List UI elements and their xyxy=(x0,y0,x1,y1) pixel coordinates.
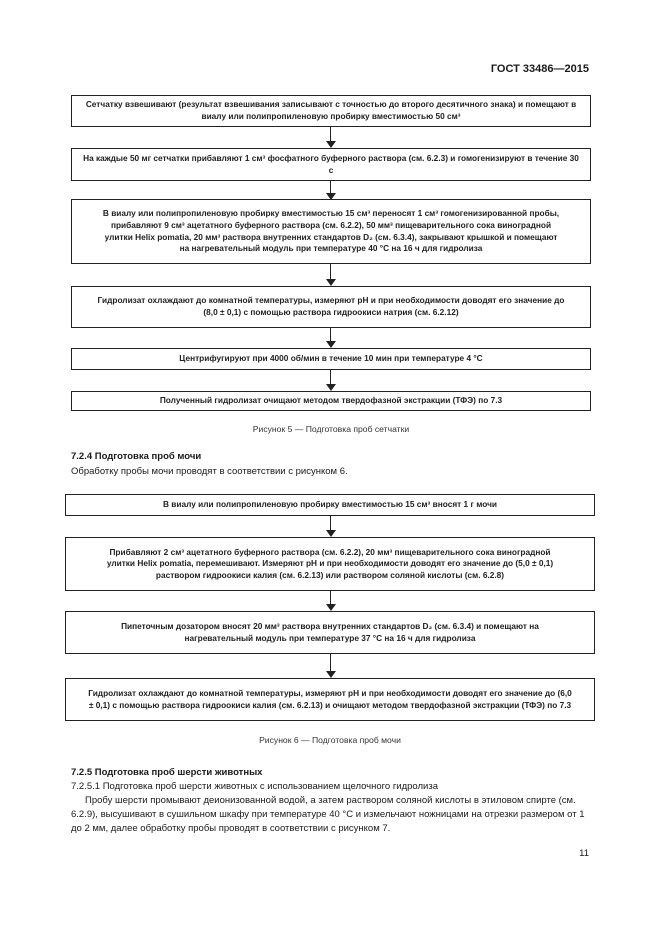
section-7-2-5-1-text: 7.2.5.1 Подготовка проб шерсти животных с использованием щелочного гидролиза xyxy=(71,781,438,792)
fig5-arrow-4 xyxy=(325,328,337,348)
fig5-step-1: Сетчатку взвешивают (результат взвешивания записывают с точностью до второго десятичного знака) и помещают в виалу или полипропиленовую пробирку вместимостью 50 см³ xyxy=(71,95,591,127)
fig6-step-1: В виалу или полипропиленовую пробирку вместимостью 15 см³ вносят 1 г мочи xyxy=(65,494,595,516)
section-7-2-4-heading: 7.2.4 Подготовка проб мочи xyxy=(71,451,202,462)
fig6-step-3: Пипеточным дозатором вносят 20 мм³ раствора внутренних стандартов D₂ (см. 6.3.4) и помещают на нагревательный модуль при температуре 37 °С на 16 ч для гидролиза xyxy=(65,611,595,654)
fig5-step-6: Полученный гидролизат очищают методом твердофазной экстракции (ТФЭ) по 7.3 xyxy=(71,391,591,411)
fig6-arrow-3 xyxy=(325,654,337,678)
fig5-arrow-2 xyxy=(325,181,337,200)
page-number: 11 xyxy=(579,848,589,859)
fig5-arrow-5 xyxy=(325,370,337,391)
fig6-arrow-1 xyxy=(325,516,337,537)
figure6-caption: Рисунок 6 — Подготовка проб мочи xyxy=(259,735,401,745)
figure5-caption: Рисунок 5 — Подготовка проб сетчатки xyxy=(252,424,410,434)
fig6-step-4: Гидролизат охлаждают до комнатной температуры, измеряют рН и при необходимости доводят его значение до (6,0 ± 0,1) с помощью раствора гидроокиси калия (см. 6.2.13) и очищают методом твердофазной экстракции (ТФЭ) по 7.3 xyxy=(65,678,595,721)
fig5-step-5: Центрифугируют при 4000 об/мин в течение 10 мин при температуре 4 °С xyxy=(71,348,591,370)
fig6-arrow-2 xyxy=(325,591,337,611)
fig5-step-3: В виалу или полипропиленовую пробирку вместимостью 15 см³ переносят 1 см³ гомогенизированной пробы, прибавляют 9 см³ ацетатного буферного раствора (см. 6.2.2), 50 мм³ пищеварительного сока виноградной улитки Helix pomatia, 20 мм³ раствора внутренних стандартов D₂ (см. 6.3.4), закрывают крышкой и помещают на нагревательный модуль при температуре 40 °С на 16 ч для гидролиза xyxy=(71,199,591,264)
fig5-arrow-3 xyxy=(325,264,337,286)
section-7-2-5-paragraph: Пробу шерсти промывают деионизованной водой, а затем раствором соляной кислоты в этиловом спирте (см. 6.2.9), высушивают в сушильном шкафу при температуре 40 °С и измельчают ножницами на отрезки размером от 1 до 2 мм, далее обработку пробы проводят в соответствии с рисунком 7. xyxy=(71,795,585,834)
fig5-arrow-1 xyxy=(325,127,337,148)
section-7-2-4-text: Обработку пробы мочи проводят в соответствии с рисунком 6. xyxy=(71,466,348,477)
fig5-step-4: Гидролизат охлаждают до комнатной температуры, измеряют рН и при необходимости доводят его значение до (8,0 ± 0,1) с помощью раствора гидроокиси натрия (см. 6.2.12) xyxy=(71,286,591,328)
standard-number: ГОСТ 33486—2015 xyxy=(490,63,589,75)
fig6-step-2: Прибавляют 2 см³ ацетатного буферного раствора (см. 6.2.2), 20 мм³ пищеварительного сока виноградной улитки Helix pomatia, перемешивают. Измеряют рН и при необходимости доводят его значение до (5,0 ± 0,1) раствором гидроокиси калия (см. 6.2.13) или раствором соляной кислоты (см. 6.2.8) xyxy=(65,537,595,591)
section-7-2-5-heading: 7.2.5 Подготовка проб шерсти животных xyxy=(71,767,263,778)
fig5-step-2: На каждые 50 мг сетчатки прибавляют 1 см³ фосфатного буферного раствора (см. 6.2.3) и гомогенизируют в течение 30 с xyxy=(71,148,591,181)
